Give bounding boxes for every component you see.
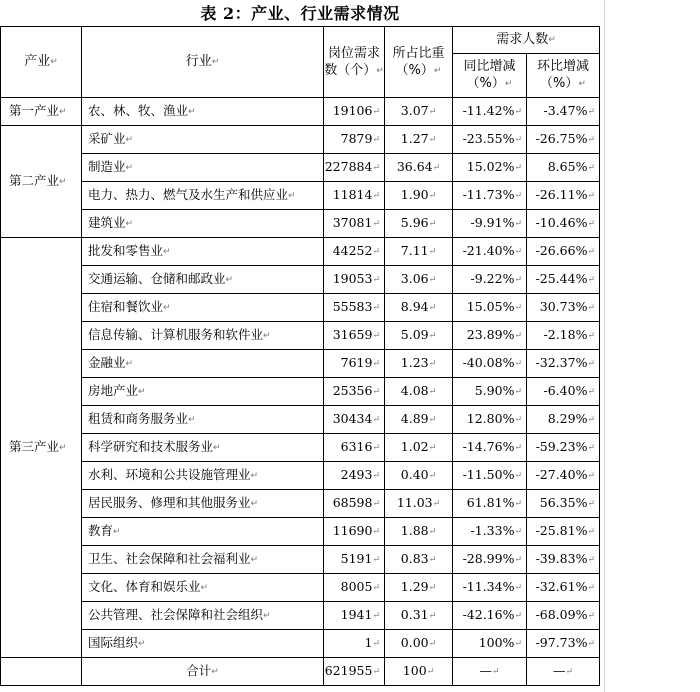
positions-cell: 37081↵	[324, 210, 385, 238]
share-cell: 1.02↵	[385, 434, 453, 462]
mom-cell: -32.61%↵	[527, 574, 600, 602]
yoy-cell: -23.55%↵	[453, 126, 527, 154]
mom-cell: -26.11%↵	[527, 182, 600, 210]
table-row	[1, 238, 600, 266]
table-row	[1, 574, 600, 602]
table-row	[1, 630, 600, 658]
total-positions-cell: 621955↵	[324, 658, 385, 686]
total-mom-cell: —↵	[527, 658, 600, 686]
positions-cell: 11690↵	[324, 518, 385, 546]
sector-cell: 第一产业↵	[1, 98, 82, 126]
yoy-cell: -11.73%↵	[453, 182, 527, 210]
positions-cell: 11814↵	[324, 182, 385, 210]
mom-cell: 8.65%↵	[527, 154, 600, 182]
industry-cell: 建筑业↵	[82, 210, 324, 238]
mom-cell: -59.23%↵	[527, 434, 600, 462]
table-row	[1, 154, 600, 182]
mom-cell: -3.47%↵	[527, 98, 600, 126]
yoy-cell: -9.91%↵	[453, 210, 527, 238]
yoy-cell: -11.50%↵	[453, 462, 527, 490]
share-cell: 0.31↵	[385, 602, 453, 630]
positions-cell: 55583↵	[324, 294, 385, 322]
mom-cell: -25.44%↵	[527, 266, 600, 294]
share-cell: 5.09↵	[385, 322, 453, 350]
positions-cell: 1941↵	[324, 602, 385, 630]
mom-cell: 8.29%↵	[527, 406, 600, 434]
table-row	[1, 266, 600, 294]
share-cell: 1.29↵	[385, 574, 453, 602]
positions-cell: 2493↵	[324, 462, 385, 490]
industry-cell: 制造业↵	[82, 154, 324, 182]
positions-cell: 227884↵	[324, 154, 385, 182]
share-cell: 4.08↵	[385, 378, 453, 406]
share-cell: 8.94↵	[385, 294, 453, 322]
total-share-cell: 100↵	[385, 658, 453, 686]
industry-cell: 科学研究和技术服务业↵	[82, 434, 324, 462]
yoy-cell: -9.22%↵	[453, 266, 527, 294]
industry-cell: 信息传输、计算机服务和软件业↵	[82, 322, 324, 350]
yoy-cell: -11.34%↵	[453, 574, 527, 602]
total-row	[1, 658, 600, 686]
yoy-cell: -28.99%↵	[453, 546, 527, 574]
positions-cell: 19053↵	[324, 266, 385, 294]
yoy-cell: 12.80%↵	[453, 406, 527, 434]
yoy-cell: -21.40%↵	[453, 238, 527, 266]
table-row	[1, 210, 600, 238]
yoy-cell: -1.33%↵	[453, 518, 527, 546]
table-row	[1, 182, 600, 210]
table-row	[1, 294, 600, 322]
yoy-cell: 100%↵	[453, 630, 527, 658]
table-row	[1, 546, 600, 574]
positions-cell: 44252↵	[324, 238, 385, 266]
industry-cell: 采矿业↵	[82, 126, 324, 154]
table-row	[1, 350, 600, 378]
industry-cell: 居民服务、修理和其他服务业↵	[82, 490, 324, 518]
industry-cell: 住宿和餐饮业↵	[82, 294, 324, 322]
table-title: 表 2：产业、行业需求情况	[200, 4, 400, 23]
industry-cell: 国际组织↵	[82, 630, 324, 658]
share-cell: 0.40↵	[385, 462, 453, 490]
share-cell: 3.07↵	[385, 98, 453, 126]
industry-demand-table	[0, 26, 600, 686]
yoy-cell: 61.81%↵	[453, 490, 527, 518]
header-industry: 行业↵	[82, 27, 324, 98]
table-row	[1, 378, 600, 406]
header-sector: 产业↵	[1, 27, 82, 98]
share-cell: 1.90↵	[385, 182, 453, 210]
table-row	[1, 518, 600, 546]
mom-cell: 30.73%↵	[527, 294, 600, 322]
table-row	[1, 126, 600, 154]
industry-cell: 教育↵	[82, 518, 324, 546]
sector-cell: 第三产业↵	[1, 238, 82, 658]
positions-cell: 7879↵	[324, 126, 385, 154]
table-row	[1, 322, 600, 350]
mom-cell: -26.75%↵	[527, 126, 600, 154]
positions-cell: 5191↵	[324, 546, 385, 574]
page-edge	[604, 0, 605, 692]
yoy-cell: 15.05%↵	[453, 294, 527, 322]
industry-cell: 金融业↵	[82, 350, 324, 378]
header-demand-change: 需求人数↵	[453, 27, 600, 54]
table-row	[1, 490, 600, 518]
table-row	[1, 98, 600, 126]
sector-cell: 第二产业↵	[1, 126, 82, 238]
mom-cell: -68.09%↵	[527, 602, 600, 630]
mom-cell: -10.46%↵	[527, 210, 600, 238]
header-positions: 岗位需求数（个）↵	[324, 27, 385, 98]
table-row	[1, 434, 600, 462]
industry-cell: 交通运输、仓储和邮政业↵	[82, 266, 324, 294]
mom-cell: -97.73%↵	[527, 630, 600, 658]
industry-cell: 电力、热力、燃气及水生产和供应业↵	[82, 182, 324, 210]
share-cell: 5.96↵	[385, 210, 453, 238]
industry-cell: 农、林、牧、渔业↵	[82, 98, 324, 126]
table-row	[1, 602, 600, 630]
table-row	[1, 462, 600, 490]
industry-cell: 卫生、社会保障和社会福利业↵	[82, 546, 324, 574]
industry-cell: 租赁和商务服务业↵	[82, 406, 324, 434]
mom-cell: 56.35%↵	[527, 490, 600, 518]
positions-cell: 30434↵	[324, 406, 385, 434]
industry-cell: 文化、体育和娱乐业↵	[82, 574, 324, 602]
share-cell: 4.89↵	[385, 406, 453, 434]
mom-cell: -25.81%↵	[527, 518, 600, 546]
share-cell: 3.06↵	[385, 266, 453, 294]
yoy-cell: -40.08%↵	[453, 350, 527, 378]
positions-cell: 8005↵	[324, 574, 385, 602]
industry-cell: 水利、环境和公共设施管理业↵	[82, 462, 324, 490]
yoy-cell: 15.02%↵	[453, 154, 527, 182]
mom-cell: -32.37%↵	[527, 350, 600, 378]
yoy-cell: 23.89%↵	[453, 322, 527, 350]
mom-cell: -27.40%↵	[527, 462, 600, 490]
total-blank-cell	[1, 658, 82, 686]
positions-cell: 19106↵	[324, 98, 385, 126]
positions-cell: 7619↵	[324, 350, 385, 378]
positions-cell: 68598↵	[324, 490, 385, 518]
header-share: 所占比重（%）↵	[385, 27, 453, 98]
share-cell: 1.88↵	[385, 518, 453, 546]
mom-cell: -39.83%↵	[527, 546, 600, 574]
yoy-cell: -11.42%↵	[453, 98, 527, 126]
table-row	[1, 406, 600, 434]
mom-cell: -6.40%↵	[527, 378, 600, 406]
total-yoy-cell: —↵	[453, 658, 527, 686]
share-cell: 1.27↵	[385, 126, 453, 154]
share-cell: 11.03↵	[385, 490, 453, 518]
yoy-cell: -14.76%↵	[453, 434, 527, 462]
share-cell: 36.64↵	[385, 154, 453, 182]
positions-cell: 1↵	[324, 630, 385, 658]
mom-cell: -26.66%↵	[527, 238, 600, 266]
header-mom: 环比增减（%）↵	[527, 54, 600, 98]
share-cell: 7.11↵	[385, 238, 453, 266]
positions-cell: 31659↵	[324, 322, 385, 350]
yoy-cell: -42.16%↵	[453, 602, 527, 630]
industry-cell: 公共管理、社会保障和社会组织↵	[82, 602, 324, 630]
share-cell: 1.23↵	[385, 350, 453, 378]
positions-cell: 25356↵	[324, 378, 385, 406]
share-cell: 0.83↵	[385, 546, 453, 574]
share-cell: 0.00↵	[385, 630, 453, 658]
header-yoy: 同比增减（%）↵	[453, 54, 527, 98]
industry-cell: 房地产业↵	[82, 378, 324, 406]
yoy-cell: 5.90%↵	[453, 378, 527, 406]
mom-cell: -2.18%↵	[527, 322, 600, 350]
industry-cell: 批发和零售业↵	[82, 238, 324, 266]
total-label-cell: 合计↵	[82, 658, 324, 686]
positions-cell: 6316↵	[324, 434, 385, 462]
